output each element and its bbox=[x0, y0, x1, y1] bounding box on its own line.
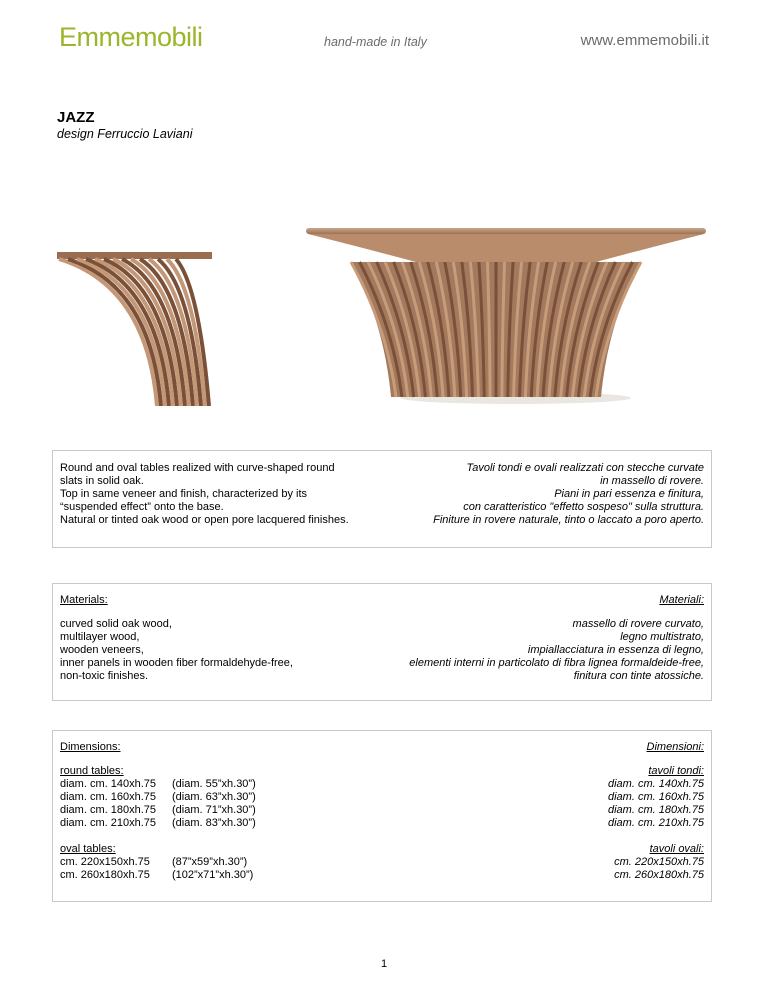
text-line: slats in solid oak. bbox=[60, 475, 144, 487]
oval-tables-label-it: tavoli ovali: bbox=[649, 843, 704, 855]
text-line: impiallacciatura in essenza di legno, bbox=[527, 644, 704, 656]
dimension-imperial: (87”x59”xh.30”) bbox=[172, 856, 248, 868]
dimension-row bbox=[60, 817, 256, 830]
page-number: 1 bbox=[380, 958, 388, 970]
website-link[interactable]: www.emmemobili.it bbox=[580, 32, 709, 49]
dimension-metric: cm. 260x180xh.75 bbox=[614, 869, 704, 881]
text-line: Natural or tinted oak wood or open pore lacquered finishes. bbox=[60, 514, 349, 526]
dimensions-it bbox=[608, 741, 704, 882]
text-line: in massello di rovere. bbox=[600, 475, 704, 487]
text-line: legno multistrato, bbox=[620, 631, 704, 643]
text-line: elementi interni in particolato di fibra lignea formaldeide-free, bbox=[409, 657, 704, 669]
oval-tables-label-en: oval tables: bbox=[60, 843, 116, 855]
description-en bbox=[60, 462, 349, 527]
product-main-photo bbox=[296, 222, 716, 412]
dimension-metric: diam. cm. 140xh.75 bbox=[60, 778, 156, 790]
dimension-metric: diam. cm. 140xh.75 bbox=[608, 778, 704, 790]
dimension-metric: cm. 220x150xh.75 bbox=[614, 856, 704, 868]
brand-logo: Emmemobili bbox=[59, 22, 203, 52]
text-line: finitura con tinte atossiche. bbox=[573, 670, 704, 682]
text-line: wooden veneers, bbox=[60, 644, 144, 656]
dimensions-label-it: Dimensioni: bbox=[646, 741, 704, 753]
dimension-metric: diam. cm. 210xh.75 bbox=[60, 817, 156, 829]
text-line: con caratteristico "effetto sospeso" sulla struttura. bbox=[463, 501, 704, 513]
materials-box bbox=[52, 583, 712, 701]
dimension-imperial: (diam. 63”xh.30”) bbox=[172, 791, 256, 803]
materials-label-it: Materiali: bbox=[659, 594, 704, 606]
text-line: inner panels in wooden fiber formaldehyde-free, bbox=[60, 657, 293, 669]
dimensions-en bbox=[60, 741, 256, 882]
round-tables-label-en: round tables: bbox=[60, 765, 124, 777]
text-line: multilayer wood, bbox=[60, 631, 140, 643]
dimension-metric: diam. cm. 160xh.75 bbox=[608, 791, 704, 803]
dimension-metric: diam. cm. 180xh.75 bbox=[608, 804, 704, 816]
product-title: JAZZ bbox=[57, 109, 95, 126]
dimension-imperial: (diam. 83”xh.30”) bbox=[172, 817, 256, 829]
tagline: hand-made in Italy bbox=[324, 35, 427, 49]
dimension-imperial: (diam. 71”xh.30”) bbox=[172, 804, 256, 816]
description-it bbox=[433, 462, 704, 527]
dimension-metric: cm. 260x180xh.75 bbox=[60, 869, 150, 881]
dimension-row bbox=[60, 791, 256, 804]
text-line: Round and oval tables realized with curve-shaped round bbox=[60, 462, 335, 474]
dimension-metric: diam. cm. 180xh.75 bbox=[60, 804, 156, 816]
text-line: non-toxic finishes. bbox=[60, 670, 149, 682]
description-box bbox=[52, 450, 712, 548]
dimension-metric: diam. cm. 210xh.75 bbox=[608, 817, 704, 829]
dimension-row bbox=[60, 856, 256, 869]
materials-label-en: Materials: bbox=[60, 594, 108, 606]
materials-en bbox=[60, 594, 293, 683]
text-line: Tavoli tondi e ovali realizzati con stecche curvate bbox=[466, 462, 704, 474]
dimensions-label-en: Dimensions: bbox=[60, 741, 121, 753]
dimension-imperial: (diam. 55”xh.30”) bbox=[172, 778, 256, 790]
materials-it bbox=[409, 594, 704, 683]
dimension-imperial: (102”x71”xh.30”) bbox=[172, 869, 254, 881]
dimension-row bbox=[60, 778, 256, 791]
text-line: curved solid oak wood, bbox=[60, 618, 172, 630]
dimensions-box bbox=[52, 730, 712, 902]
product-designer: design Ferruccio Laviani bbox=[57, 127, 193, 141]
text-line: Finiture in rovere naturale, tinto o laccato a poro aperto. bbox=[433, 514, 704, 526]
product-detail-photo bbox=[57, 246, 212, 406]
text-line: massello di rovere curvato, bbox=[572, 618, 704, 630]
dimension-metric: cm. 220x150xh.75 bbox=[60, 856, 150, 868]
round-tables-label-it: tavoli tondi: bbox=[648, 765, 704, 777]
text-line: Piani in pari essenza e finitura, bbox=[554, 488, 704, 500]
text-line: “suspended effect” onto the base. bbox=[60, 501, 224, 513]
dimension-row bbox=[60, 804, 256, 817]
dimension-row bbox=[60, 869, 256, 882]
dimension-metric: diam. cm. 160xh.75 bbox=[60, 791, 156, 803]
text-line: Top in same veneer and finish, characterized by its bbox=[60, 488, 308, 500]
